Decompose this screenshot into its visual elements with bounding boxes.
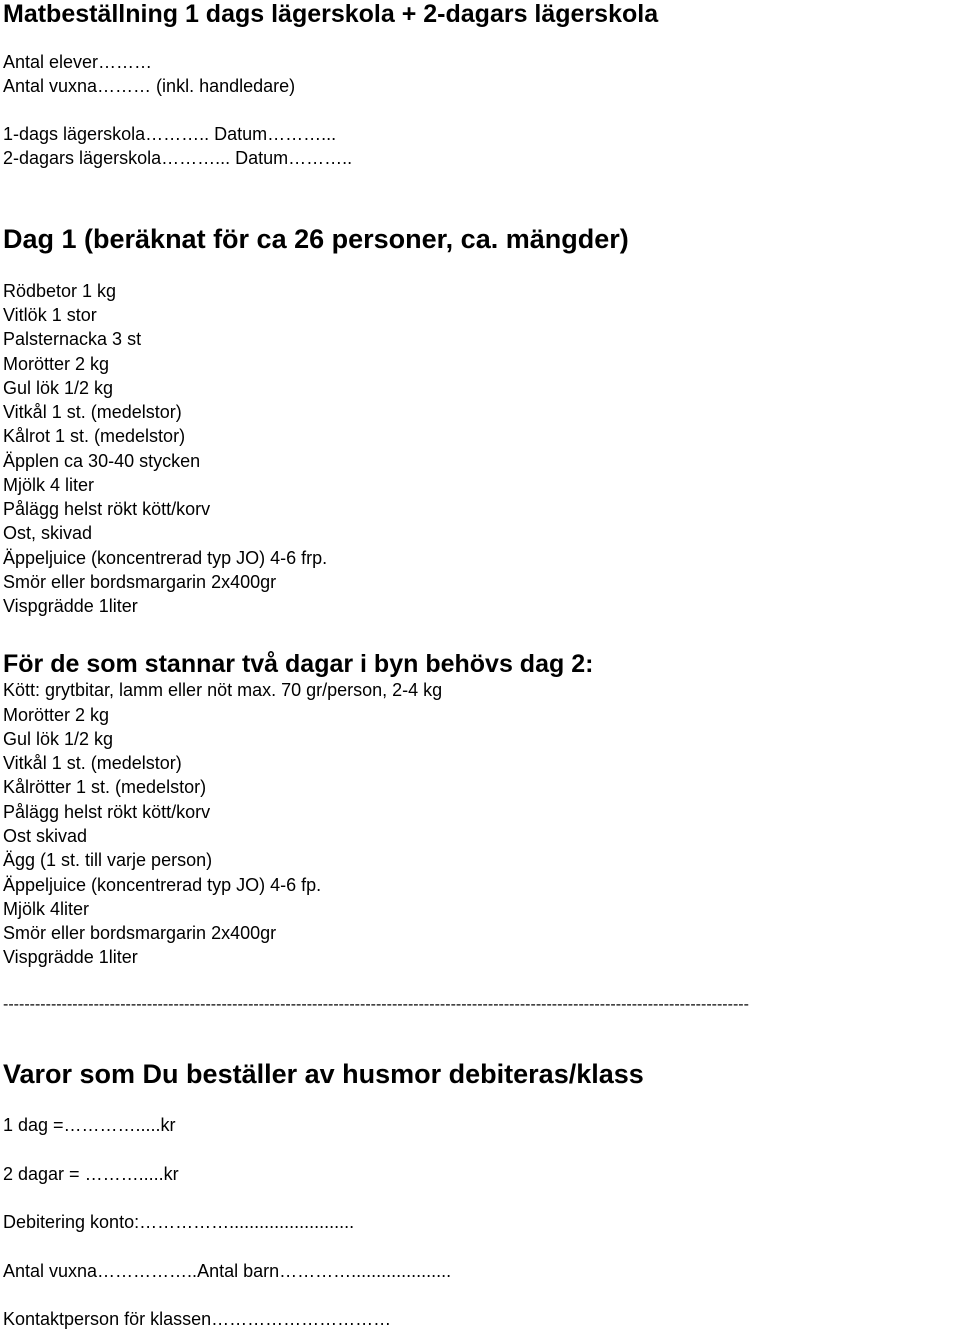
list-item: Palsternacka 3 st — [3, 329, 142, 349]
list-item: Mjölk 4 liter — [3, 475, 95, 495]
billing-account-field: Debitering konto:……………......................... — [3, 1212, 355, 1232]
list-item: Ost skivad — [3, 826, 88, 846]
list-item: Smör eller bordsmargarin 2x400gr — [3, 923, 277, 943]
list-item: Gul lök 1/2 kg — [3, 378, 114, 398]
one-day-cost-field: 1 dag =………….....kr — [3, 1115, 176, 1135]
list-item: Vispgrädde 1liter — [3, 596, 138, 616]
list-item: Morötter 2 kg — [3, 705, 110, 725]
antal-elever-field: Antal elever……… — [3, 52, 153, 72]
page-title: Matbeställning 1 dags lägerskola + 2-dagars lägerskola — [3, 0, 659, 28]
dashed-separator: -------------------------------------------------------------------------------------------------------------------------------------------- — [3, 996, 749, 1013]
list-item: Vitlök 1 stor — [3, 305, 97, 325]
billing-heading: Varor som Du beställer av husmor debiteras/klass — [3, 1059, 644, 1089]
adults-children-field: Antal vuxna……………..Antal barn………….................... — [3, 1261, 452, 1281]
list-item: Äpplen ca 30-40 stycken — [3, 451, 201, 471]
list-item: Kålrötter 1 st. (medelstor) — [3, 777, 207, 797]
contact-person-field: Kontaktperson för klassen………………………… — [3, 1309, 392, 1329]
list-item: Gul lök 1/2 kg — [3, 729, 114, 749]
list-item: Pålägg helst rökt kött/korv — [3, 802, 211, 822]
list-item: Rödbetor 1 kg — [3, 281, 117, 301]
list-item: Kött: grytbitar, lamm eller nöt max. 70 gr/person, 2-4 kg — [3, 680, 443, 700]
list-item: Pålägg helst rökt kött/korv — [3, 499, 211, 519]
list-item: Äppeljuice (koncentrerad typ JO) 4-6 fp. — [3, 875, 322, 895]
list-item: Äppeljuice (koncentrerad typ JO) 4-6 frp. — [3, 548, 328, 568]
day2-heading: För de som stannar två dagar i byn behövs dag 2: — [3, 650, 594, 678]
list-item: Ost, skivad — [3, 523, 93, 543]
two-day-cost-field: 2 dagar = ……….....kr — [3, 1164, 179, 1184]
one-day-date-field: 1-dags lägerskola……….. Datum………... — [3, 124, 337, 144]
two-day-date-field: 2-dagars lägerskola………... Datum……….. — [3, 148, 353, 168]
list-item: Morötter 2 kg — [3, 354, 110, 374]
list-item: Vitkål 1 st. (medelstor) — [3, 753, 182, 773]
list-item: Vitkål 1 st. (medelstor) — [3, 402, 182, 422]
list-item: Ägg (1 st. till varje person) — [3, 850, 213, 870]
list-item: Kålrot 1 st. (medelstor) — [3, 426, 186, 446]
list-item: Vispgrädde 1liter — [3, 947, 138, 967]
list-item: Smör eller bordsmargarin 2x400gr — [3, 572, 277, 592]
antal-vuxna-field: Antal vuxna……… (inkl. handledare) — [3, 76, 296, 96]
list-item: Mjölk 4liter — [3, 899, 90, 919]
day1-heading: Dag 1 (beräknat för ca 26 personer, ca. mängder) — [3, 224, 629, 254]
